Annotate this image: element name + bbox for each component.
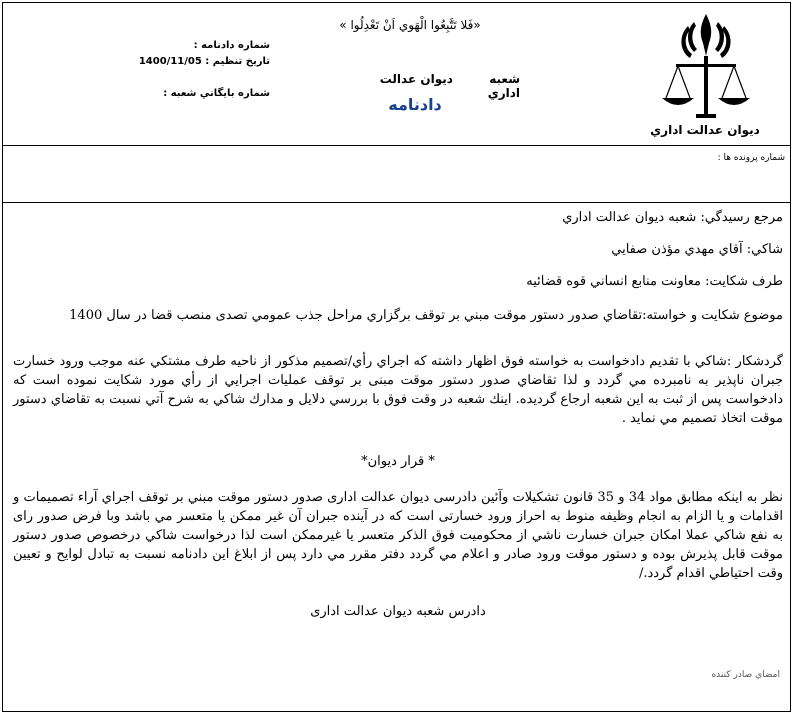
decision-heading: * قرار ديوان* [361, 454, 435, 469]
judge-line: دادرس شعبه ديوان عدالت اداری [310, 604, 486, 619]
issue-date-value: 1400/11/05 [138, 56, 202, 67]
branch-label: شعبه [489, 72, 520, 86]
signature-label: امضاي صادر كننده [711, 670, 780, 680]
ruling-number [120, 40, 270, 51]
issue-date-label: تاريخ تنظيم : [205, 56, 270, 67]
subject-paragraph: موضوع شكايت و خواسته:تقاضاي صدور دستور موقت مبني بر توقف برگزاري مراحل جذب عمومي تصدی منصب قضا در سال 1400 [69, 308, 783, 323]
emblem-caption: ديوان عدالت اداري [650, 123, 760, 137]
court-name: ديوان عدالت اداري [379, 72, 520, 100]
quran-verse: «فَلا تَتَّبِعُوا الْهَوي اَنْ تَعْدِلُوا » [339, 18, 481, 32]
decision-paragraph: نظر به اينكه مطابق مواد 34 و 35 قانون تشكيلات وآئين دادرسی ديوان عدالت اداری صدور دستور موقت مبني بر توقف اجراي آراء تصميمات و اقدامات و يا الزام به انجام وظيفه منوط به احراز ورود خسارتی است كه در آينده جبران آن غير ممكن يا متعسر مي باشد وبا فرض صدور رای به نفع شاكي عملا امكان جبران خسارت ناشي از محكوميت فوق الذكر متعسر يا غيرممكن است لذا درخواست شاكي درخصوص صدور دستور موقت قابل پذيرش بوده و دستور موقت ورود صادر و اعلام مي گردد دفتر مقرر مي دارد پس از ابلاغ اين دادنامه نسبت به تبادل لوايح و تعيين وقت احتياطي اقدام گردد./ [13, 490, 784, 581]
report-paragraph: گردشكار :شاكي با تقديم دادخواست به خواسته فوق اظهار داشته كه اجراي رأي/تصميم مذكور از ناحيه طرف مشتكي عنه موجب ورود خسارت جبران ناپذير به نامبرده مي گردد و لذا تقاضاي صدور دستور موقت مبنی بر توقف عمليات اجرايي از رأي مورد شكايت نموده است كه دادخواست پس از ثبت به اين شعبه ارجاع گرديده. اينك شعبه در وقت فوق با بررسي دلايل و مدارك شاكي به شرح آتي نسبت به تقاضاي دستور موقت اتخاذ تصميم مي نمايد . [13, 354, 783, 426]
iran-emblem-scales-icon [656, 8, 756, 130]
defendant-line: طرف شكايت: معاونت منابع انساني قوه قضائيه [526, 274, 783, 289]
dossier-number-label: شماره پرونده ها : [717, 153, 785, 163]
archive-number [120, 88, 270, 99]
issue-date [120, 56, 270, 67]
document-title: دادنامه [388, 95, 442, 114]
ruling-number-label: شماره دادنامه : [193, 40, 270, 51]
header-divider [2, 145, 791, 146]
reference-line: مرجع رسيدگي: شعبه ديوان عدالت اداري [562, 210, 783, 225]
archive-number-label: شماره بايگاني شعبه : [163, 88, 270, 99]
plaintiff-line: شاكي: آقاي مهدي مؤذن صفايي [611, 242, 783, 257]
dossier-divider [2, 202, 791, 203]
